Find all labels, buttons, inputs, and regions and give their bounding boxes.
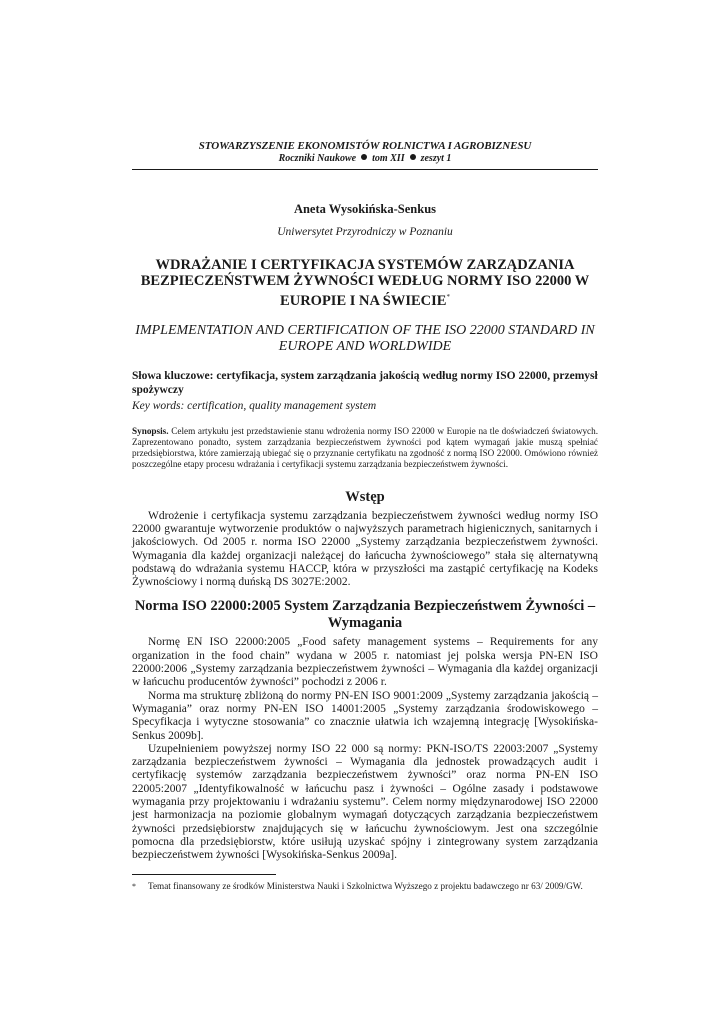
footnote-rule [132,874,276,875]
author-name: Aneta Wysokińska-Senkus [293,202,437,216]
author-affiliation: Uniwersytet Przyrodniczy w Poznaniu [277,226,453,238]
paragraph: Wdrożenie i certyfikacja systemu zarządzania bezpieczeństwem żywności według normy ISO 22000 gwarantuje wytworzenie produktów o najwyższych parametrach higienicznych, sanitarnych i jakościowych. Od 2005 r. norma ISO 22000 „Systemy zarządzania bezpieczeństwem żywności. Wymagania dla każdej organizacji należącej do łańcucha żywnościowego” stała się alternatywną podstawą do wdrażania systemu HACCP, która w przyszłości ma zastąpić certyfikację na Kodeks Żywnościowy i normą duńską DS 3027E:2002. [132,509,598,589]
journal-name: STOWARZYSZENIE EKONOMISTÓW ROLNICTWA I AGROBIZNESU [198,140,532,152]
synopsis-label: Synopsis. [132,425,169,436]
synopsis [132,426,598,471]
issue-info [132,153,598,165]
keywords-polish: Słowa kluczowe: certyfikacja, system zarządzania jakością według normy ISO 22000, przemysł spożywczy [132,369,598,396]
title-english: IMPLEMENTATION AND CERTIFICATION OF THE ISO 22000 STANDARD IN EUROPE AND WORLDWIDE [135,322,595,354]
footnote [132,881,598,893]
footnote-text: Temat finansowany ze środków Ministerstwa Nauki i Szkolnictwa Wyższego z projektu badawczego nr 63/ 2009/GW. [148,881,583,892]
paragraph: Norma ma strukturę zbliżoną do normy PN-EN ISO 9001:2009 „Systemy zarządzania jakością – Wymagania” oraz normy PN-EN ISO 14001:2005 „Systemy zarządzania środowiskowego – Specyfikacja i wytyczne stosowania” co znacznie ułatwia ich wzajemną integrację [Wysokińska-Senkus 2009b]. [132,689,598,742]
issue-number: zeszyt 1 [420,153,452,164]
synopsis-text: Celem artykułu jest przedstawienie stanu wdrożenia normy ISO 22000 w Europie na tle doświadczeń światowych. Zaprezentowano ponadto, system zarządzania bezpieczeństwem żywności pod kątem wymagań jakie muszą spełniać przedsiębiorstwa, które zamierzają ubiegać się o przyznanie certyfikatu na zgodność z normą ISO 22000. Omówiono również poszczególne etapy procesu wdrażania i certyfikacji systemu zarządzania bezpieczeństwem żywności. [132,425,599,470]
footnote-mark: * [132,882,136,892]
header-rule [132,169,598,170]
section-heading-intro: Wstęp [345,488,385,505]
paragraph: Uzupełnieniem powyższej normy ISO 22 000 są normy: PKN-ISO/TS 22003:2007 „Systemy zarządzania bezpieczeństwem żywności – Wymagania dla jednostek prowadzących audit i certyfikację systemów zarządzania bezpieczeństwem żywności” oraz norma PN-EN ISO 22005:2007 „Identyfikowalność w łańcuchu pasz i żywności – Ogólne zasady i podstawowe wymagania przy projektowaniu i wdrażaniu systemu”. Celem normy międzynarodowej ISO 22000 jest harmonizacja na poziomie globalnym wymagań dotyczących zarządzania bezpieczeństwem żywności przedsiębiorstw znajdujących się w łańcuchu żywnościowym. Jest ona szczególnie pomocna dla przedsiębiorstw, które usiłują uzyskać spójny i zintegrowany system zarządzania bezpieczeństwem żywności [Wysokińska-Senkus 2009a]. [132,742,598,862]
keywords-english: Key words: certification, quality management system [132,399,377,412]
title-polish [132,257,598,309]
title-polish-text: WDRAŻANIE I CERTYFIKACJA SYSTEMÓW ZARZĄDZANIA BEZPIECZEŃSTWEM ŻYWNOŚCI WEDŁUG NORMY ISO 22000 W EUROPIE I NA ŚWIECIE [140,257,590,309]
bullet-icon [410,154,416,160]
series-name: Roczniki Naukowe [278,153,357,164]
section-heading-standard: Norma ISO 22000:2005 System Zarządzania Bezpieczeństwem Żywności – Wymagania [134,598,596,632]
paragraph: Normę EN ISO 22000:2005 „Food safety management systems – Requirements for any organization in the food chain” wydana w 2005 r. natomiast jej polska wersja PN-EN ISO 22000:2006 „Systemy zarządzania bezpieczeństwem żywności – Wymagania dla każdej organizacji w łańcuchu producentów żywności” pochodzi z 2006 r. [132,636,598,689]
bullet-icon [361,154,367,160]
title-footnote-mark: * [446,293,450,301]
volume-number: tom XII [372,153,405,164]
page [132,140,598,893]
